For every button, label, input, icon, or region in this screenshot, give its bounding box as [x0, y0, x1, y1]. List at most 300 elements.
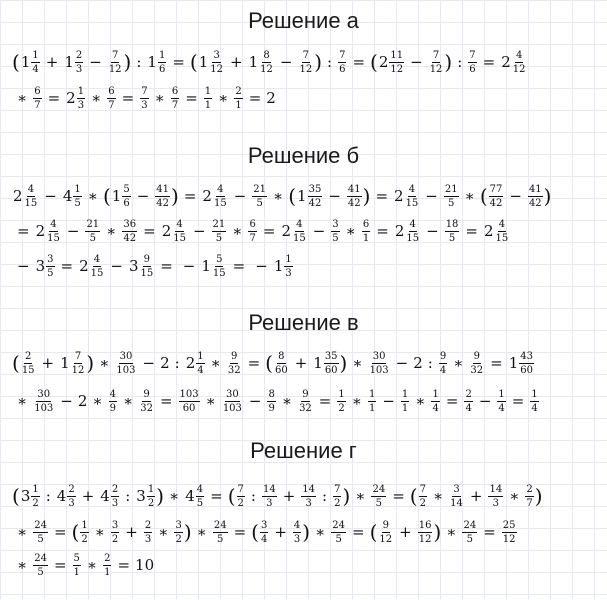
numerator: 43 [520, 350, 534, 362]
denominator: 6 [339, 63, 346, 75]
whole-part: 1 [248, 53, 259, 71]
denominator: 15 [406, 232, 420, 244]
fraction [267, 389, 275, 414]
denominator: 60 [182, 402, 196, 414]
whole-part: 3 [128, 257, 139, 275]
whole-part: 1 [313, 354, 323, 372]
denominator: 6 [469, 63, 476, 75]
equation-line-a1 [12, 42, 528, 82]
fraction [73, 553, 81, 578]
denominator: 12 [390, 63, 404, 75]
number: 2 [266, 89, 276, 107]
whole-part: 4 [62, 187, 73, 205]
operator: − [382, 392, 395, 410]
operator: ∗ [205, 392, 216, 410]
fraction [298, 50, 313, 75]
operator: ∗ [91, 89, 102, 107]
operator: + [81, 487, 95, 505]
parenthesis: ) [123, 50, 132, 74]
denominator: 5 [217, 533, 224, 545]
title-solution-g: Решение г [250, 438, 357, 463]
numerator: 6 [34, 85, 41, 97]
equation-line-a2 [12, 78, 276, 118]
denominator: 42 [123, 232, 137, 244]
fraction [331, 219, 339, 244]
equation-line-b1 [12, 176, 551, 216]
denominator: 4 [197, 364, 204, 376]
fraction [31, 484, 39, 509]
operator: ∗ [218, 89, 229, 107]
numerator: 24 [332, 519, 346, 531]
numerator: 24 [34, 519, 47, 531]
fraction [67, 484, 75, 509]
denominator: 5 [448, 197, 455, 209]
fraction [46, 254, 54, 279]
denominator: 5 [37, 533, 44, 545]
denominator: 15 [213, 197, 227, 209]
operator: ∗ [210, 354, 221, 372]
numerator: 6 [249, 218, 256, 230]
parenthesis: ) [342, 484, 351, 508]
denominator: 3 [266, 497, 273, 509]
denominator: 4 [32, 63, 39, 75]
equation-line-g1 [12, 476, 543, 516]
denominator: 5 [335, 533, 342, 545]
denominator: 5 [89, 232, 96, 244]
numerator: 25 [502, 519, 516, 531]
fraction [140, 86, 148, 111]
parenthesis: ( [409, 484, 418, 508]
fraction [24, 184, 39, 209]
operator: : [457, 53, 463, 71]
fraction [429, 50, 444, 75]
denominator: 32 [470, 364, 484, 376]
fraction [111, 520, 119, 545]
fraction [401, 389, 409, 414]
fraction [405, 184, 420, 209]
denominator: 42 [528, 197, 542, 209]
fraction [419, 484, 427, 509]
denominator: 32 [227, 364, 241, 376]
denominator: 4 [439, 364, 447, 376]
numerator: 7 [469, 49, 476, 61]
operator: ∗ [352, 354, 363, 372]
operator: = [482, 53, 496, 71]
operator: − [66, 222, 80, 240]
whole-part: 4 [185, 487, 195, 505]
numerator: 4 [515, 49, 523, 61]
operator: : [327, 53, 333, 71]
denominator: 60 [274, 364, 288, 376]
operator: : [125, 487, 131, 505]
numerator: 1 [147, 483, 155, 495]
numerator: 7 [111, 49, 119, 61]
operator: : [136, 53, 142, 71]
operator: = [318, 392, 332, 410]
denominator: 1 [73, 566, 80, 578]
denominator: 42 [489, 197, 503, 209]
numerator: 2 [235, 85, 242, 97]
denominator: 12 [418, 533, 432, 545]
operator: = [262, 222, 276, 240]
denominator: 3 [144, 533, 152, 545]
denominator: 2 [147, 497, 155, 509]
numerator: 7 [419, 483, 426, 495]
operator: − [44, 187, 57, 205]
numerator: 1 [338, 388, 345, 400]
parenthesis: ( [251, 520, 259, 544]
fraction [368, 389, 376, 414]
parenthesis: ) [314, 50, 322, 74]
denominator: 42 [156, 197, 170, 209]
denominator: 7 [171, 99, 179, 111]
whole-part: 1 [198, 53, 209, 71]
denominator: 6 [158, 63, 166, 75]
fraction [444, 184, 459, 209]
operator: = [143, 222, 156, 240]
parenthesis: ( [227, 484, 236, 508]
fraction [445, 219, 460, 244]
fraction [525, 484, 533, 509]
operator: ∗ [87, 187, 98, 205]
operator: = [17, 222, 30, 240]
operator: = [60, 257, 74, 275]
numerator: 7 [339, 49, 346, 61]
fraction [213, 184, 228, 209]
parenthesis: ) [543, 184, 552, 208]
numerator: 4 [293, 519, 301, 531]
operator: = [465, 222, 478, 240]
fraction [439, 351, 447, 376]
numerator: 3 [332, 218, 339, 230]
fraction [488, 484, 503, 509]
operator: ∗ [169, 487, 180, 505]
fraction [378, 520, 393, 545]
numerator: 4 [296, 218, 303, 230]
fraction [115, 351, 136, 376]
denominator: 5 [448, 232, 456, 244]
operator: : [322, 487, 328, 505]
numerator: 5 [123, 183, 130, 195]
fraction [147, 484, 155, 509]
fraction [431, 389, 439, 414]
operator: − [182, 257, 196, 275]
denominator: 12 [260, 63, 273, 75]
denominator: 60 [324, 364, 338, 376]
operator: − [312, 222, 326, 240]
fraction [33, 389, 54, 414]
whole-part: 4 [100, 487, 110, 505]
parenthesis: ) [171, 184, 179, 208]
operator: ∗ [232, 222, 243, 240]
fraction [462, 520, 477, 545]
denominator: 12 [108, 63, 122, 75]
title-solution-v: Решение в [248, 310, 359, 335]
numerator: 3 [47, 253, 54, 265]
denominator: 5 [332, 232, 339, 244]
operator: : [427, 354, 433, 372]
fraction [292, 219, 307, 244]
fraction [338, 50, 346, 75]
operator: = [210, 487, 223, 505]
title-solution-a: Решение а [248, 8, 359, 33]
numerator: 24 [463, 519, 477, 531]
operator: ∗ [106, 222, 117, 240]
fraction [502, 520, 517, 545]
fraction [122, 219, 137, 244]
numerator: 1 [401, 388, 409, 400]
fraction [171, 86, 179, 111]
operator: = [117, 556, 131, 574]
fraction [449, 484, 464, 509]
numerator: 4 [176, 218, 183, 230]
fraction [46, 219, 61, 244]
fraction [324, 351, 339, 376]
operator: ∗ [351, 392, 362, 410]
fraction [418, 520, 433, 545]
denominator: 3 [68, 497, 75, 509]
parenthesis: ( [71, 520, 80, 544]
denominator: 5 [47, 267, 54, 279]
fraction [109, 389, 117, 414]
operator: ∗ [464, 187, 475, 205]
parenthesis: ) [302, 520, 311, 544]
numerator: 21 [253, 183, 267, 195]
operator: + [399, 523, 412, 541]
fraction [389, 50, 404, 75]
operator: ∗ [415, 392, 426, 410]
numerator: 21 [212, 218, 226, 230]
denominator: 12 [502, 533, 516, 545]
operator: = [232, 257, 246, 275]
operator: = [376, 222, 389, 240]
denominator: 15 [90, 267, 104, 279]
numerator: 9 [143, 388, 150, 400]
numerator: 5 [216, 253, 223, 265]
fraction [31, 50, 39, 75]
number: 2 [77, 392, 88, 410]
fraction [468, 50, 476, 75]
whole-part: 1 [201, 257, 211, 275]
operator: ∗ [94, 523, 105, 541]
operator: = [375, 187, 389, 205]
operator: − [395, 354, 409, 372]
denominator: 15 [24, 197, 38, 209]
denominator: 9 [268, 402, 275, 414]
fraction [237, 484, 245, 509]
denominator: 2 [111, 533, 119, 545]
denominator: 7 [108, 99, 115, 111]
numerator: 7 [237, 483, 244, 495]
parenthesis: ( [12, 50, 20, 74]
operator: + [274, 523, 287, 541]
denominator: 15 [21, 364, 35, 376]
fraction [274, 351, 289, 376]
numerator: 6 [171, 85, 179, 97]
operator: = [247, 354, 261, 372]
denominator: 3 [75, 63, 83, 75]
numerator: 5 [73, 552, 80, 564]
parenthesis: ) [534, 484, 543, 508]
denominator: 6 [123, 197, 130, 209]
denominator: 3 [285, 267, 292, 279]
denominator: 15 [495, 232, 509, 244]
operator: − [89, 53, 102, 71]
denominator: 103 [222, 402, 242, 414]
fraction [512, 50, 527, 75]
numerator: 1 [197, 350, 204, 362]
operator: = [352, 523, 365, 541]
denominator: 32 [140, 402, 153, 414]
operator: − [328, 187, 341, 205]
operator: : [250, 487, 256, 505]
fraction [497, 389, 505, 414]
parenthesis: ( [265, 351, 273, 375]
number: 2 [413, 354, 423, 372]
numerator: 14 [262, 483, 276, 495]
operator: = [159, 392, 173, 410]
whole-part: 1 [273, 257, 284, 275]
operator: = [53, 523, 67, 541]
operator: ∗ [17, 89, 28, 107]
whole-part: 1 [111, 187, 122, 205]
numerator: 103 [179, 388, 199, 400]
denominator: 15 [173, 232, 186, 244]
denominator: 1 [362, 232, 370, 244]
fraction [528, 184, 543, 209]
numerator: 3 [453, 483, 460, 495]
numerator: 2 [104, 552, 111, 564]
fraction [222, 389, 243, 414]
operator: = [490, 354, 503, 372]
fraction [122, 184, 130, 209]
numerator: 4 [409, 218, 416, 230]
equation-line-b2 [12, 211, 510, 251]
denominator: 7 [34, 99, 41, 111]
numerator: 1 [368, 388, 376, 400]
fraction [337, 389, 345, 414]
parenthesis: ) [183, 520, 192, 544]
numerator: 1 [531, 388, 538, 400]
denominator: 7 [526, 497, 533, 509]
numerator: 4 [196, 483, 204, 495]
operator: ∗ [92, 392, 103, 410]
whole-part: 2 [484, 222, 494, 240]
fraction [347, 184, 362, 209]
denominator: 3 [492, 497, 500, 509]
parenthesis: ( [189, 50, 198, 74]
fraction [262, 484, 277, 509]
denominator: 9 [109, 402, 116, 414]
numerator: 77 [489, 183, 503, 195]
denominator: 15 [292, 232, 306, 244]
numerator: 4 [498, 218, 506, 230]
fraction [73, 184, 81, 209]
whole-part: 2 [281, 222, 291, 240]
fraction [139, 254, 154, 279]
operator: − [248, 392, 262, 410]
whole-part: 2 [66, 89, 76, 107]
fraction [107, 86, 115, 111]
operator: − [192, 222, 206, 240]
denominator: 3 [305, 497, 312, 509]
operator: − [509, 187, 522, 205]
operator: + [230, 53, 243, 71]
denominator: 12 [210, 63, 224, 75]
numerator: 6 [108, 85, 115, 97]
fraction [405, 219, 420, 244]
operator: − [17, 257, 30, 275]
fraction [172, 219, 187, 244]
fraction [371, 484, 386, 509]
numerator: 4 [27, 183, 35, 195]
operator: − [60, 392, 73, 410]
fraction [174, 520, 182, 545]
fraction [155, 184, 170, 209]
whole-part: 3 [136, 487, 146, 505]
fraction [469, 351, 484, 376]
operator: − [233, 187, 247, 205]
operator: − [142, 354, 156, 372]
number: 10 [135, 556, 155, 574]
numerator: 2 [68, 483, 75, 495]
numerator: 9 [302, 388, 309, 400]
denominator: 3 [111, 497, 119, 509]
operator: : [45, 487, 51, 505]
numerator: 2 [465, 388, 472, 400]
numerator: 11 [390, 49, 404, 61]
operator: = [511, 392, 525, 410]
numerator: 2 [526, 483, 533, 495]
fraction [33, 520, 48, 545]
fraction [259, 50, 274, 75]
operator: − [279, 53, 293, 71]
numerator: 8 [278, 350, 285, 362]
numerator: 4 [217, 183, 224, 195]
fraction [204, 86, 212, 111]
operator: = [185, 89, 198, 107]
operator: ∗ [273, 187, 284, 205]
fraction [248, 219, 256, 244]
whole-part: 2 [394, 187, 404, 205]
parenthesis: ) [433, 520, 442, 544]
numerator: 41 [347, 183, 361, 195]
fraction [108, 50, 123, 75]
fraction [212, 254, 227, 279]
denominator: 12 [429, 63, 443, 75]
whole-part: 1 [60, 354, 70, 372]
parenthesis: ( [369, 520, 378, 544]
denominator: 1 [235, 99, 242, 111]
denominator: 1 [104, 566, 111, 578]
numerator: 1 [81, 519, 88, 531]
fraction [519, 351, 534, 376]
numerator: 14 [302, 483, 316, 495]
whole-part: 2 [79, 257, 89, 275]
denominator: 14 [450, 497, 463, 509]
numerator: 21 [444, 183, 458, 195]
numerator: 1 [74, 183, 81, 195]
denominator: 103 [34, 402, 54, 414]
fraction [75, 50, 83, 75]
operator: = [233, 523, 247, 541]
denominator: 1 [401, 402, 409, 414]
whole-part: 2 [161, 222, 172, 240]
operator: ∗ [315, 523, 326, 541]
equation-line-g3 [12, 545, 154, 585]
parenthesis: ) [362, 184, 371, 208]
denominator: 3 [77, 99, 85, 111]
